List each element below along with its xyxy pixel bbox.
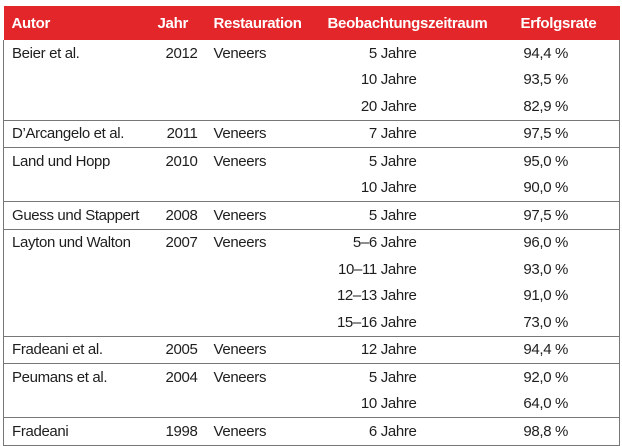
author-cell: Fradeani et al. [4, 336, 150, 364]
year-cell: 2008 [150, 202, 206, 230]
table-row [4, 202, 620, 230]
rate-cell: 97,5 % [513, 120, 620, 148]
restoration-cell: Veneers [206, 202, 320, 230]
year-cell [150, 67, 206, 94]
year-cell: 1998 [150, 418, 206, 446]
year-cell: 2004 [150, 364, 206, 391]
table-row [4, 67, 620, 94]
table-row [4, 391, 620, 418]
author-cell [4, 309, 150, 336]
author-cell [4, 283, 150, 310]
author-cell: Beier et al. [12, 44, 80, 62]
rate-cell: 94,4 % [513, 336, 620, 364]
restoration-cell: Veneers [206, 336, 320, 364]
period-cell: 12 Jahre [320, 336, 513, 364]
year-cell [150, 309, 206, 336]
rate-cell: 82,9 % [523, 97, 568, 115]
restoration-cell [206, 391, 320, 418]
header-row [4, 6, 620, 40]
period-cell: 5 Jahre [320, 364, 513, 391]
veneer-success-table [3, 6, 620, 446]
period-cell: 5 Jahre [320, 148, 513, 175]
rate-cell: 96,0 % [513, 229, 620, 256]
table-row [4, 309, 620, 336]
table-row [4, 120, 620, 148]
period-cell: 7 Jahre [320, 120, 513, 148]
restoration-cell [206, 175, 320, 202]
header-author: Autor [11, 14, 50, 32]
year-cell [150, 93, 206, 120]
period-cell: 10 Jahre [360, 179, 417, 197]
period-cell: 5 Jahre [320, 202, 513, 230]
header-rate: Erfolgsrate [520, 14, 597, 32]
table-row [4, 418, 620, 446]
year-cell [150, 391, 206, 418]
rate-cell: 64,0 % [523, 395, 568, 413]
restoration-cell: Veneers [206, 418, 320, 446]
year-cell [150, 256, 206, 283]
restoration-cell [206, 283, 320, 310]
period-cell: 10 Jahre [360, 71, 417, 89]
rate-cell: 94,4 % [523, 44, 568, 62]
table-row [4, 40, 620, 67]
year-cell: 2005 [150, 336, 206, 364]
table-row [4, 148, 620, 175]
restoration-cell [206, 309, 320, 336]
period-cell: 5–6 Jahre [320, 229, 513, 256]
author-cell [4, 93, 150, 120]
rate-cell: 93,0 % [523, 260, 568, 278]
table-row [4, 283, 620, 310]
period-cell: 20 Jahre [360, 97, 417, 115]
author-cell: Land und Hopp [4, 148, 150, 175]
year-cell: 2010 [150, 148, 206, 175]
restoration-cell: Veneers [206, 120, 320, 148]
table-row [4, 93, 620, 120]
restoration-cell [206, 256, 320, 283]
rate-cell: 98,8 % [513, 418, 620, 446]
year-cell: 2012 [165, 44, 198, 62]
author-cell [4, 175, 150, 202]
table-row [4, 364, 620, 391]
period-cell: 10–11 Jahre [338, 260, 417, 278]
header-period: Beobachtungszeitraum [327, 14, 488, 32]
period-cell: 15–16 Jahre [336, 313, 417, 331]
year-cell [150, 283, 206, 310]
table-body [4, 40, 620, 445]
header-year: Jahr [157, 14, 188, 32]
author-cell: Fradeani [4, 418, 150, 446]
author-cell: Layton und Walton [4, 229, 150, 256]
period-cell: 10 Jahre [360, 395, 417, 413]
restoration-cell: Veneers [213, 44, 267, 62]
restoration-cell: Veneers [206, 148, 320, 175]
rate-cell: 92,0 % [513, 364, 620, 391]
table-row [4, 336, 620, 364]
rate-cell: 90,0 % [523, 179, 568, 197]
rate-cell: 73,0 % [523, 313, 568, 331]
table-row [4, 175, 620, 202]
author-cell: Peumans et al. [4, 364, 150, 391]
period-cell: 5 Jahre [368, 44, 417, 62]
period-cell: 6 Jahre [320, 418, 513, 446]
year-cell: 2011 [150, 120, 206, 148]
author-cell: D’Arcangelo et al. [4, 120, 150, 148]
year-cell [150, 175, 206, 202]
header-restoration: Restauration [213, 14, 302, 32]
table-row [4, 229, 620, 256]
restoration-cell: Veneers [206, 364, 320, 391]
restoration-cell: Veneers [206, 229, 320, 256]
restoration-cell [206, 67, 320, 94]
rate-cell: 95,0 % [513, 148, 620, 175]
table-row [4, 256, 620, 283]
year-cell: 2007 [150, 229, 206, 256]
rate-cell: 91,0 % [523, 287, 568, 305]
restoration-cell [206, 93, 320, 120]
author-cell [4, 67, 150, 94]
author-cell [4, 391, 150, 418]
table-header [4, 6, 620, 40]
rate-cell: 93,5 % [523, 71, 568, 89]
author-cell [4, 256, 150, 283]
period-cell: 12–13 Jahre [336, 287, 417, 305]
rate-cell: 97,5 % [513, 202, 620, 230]
author-cell: Guess und Stappert [4, 202, 150, 230]
